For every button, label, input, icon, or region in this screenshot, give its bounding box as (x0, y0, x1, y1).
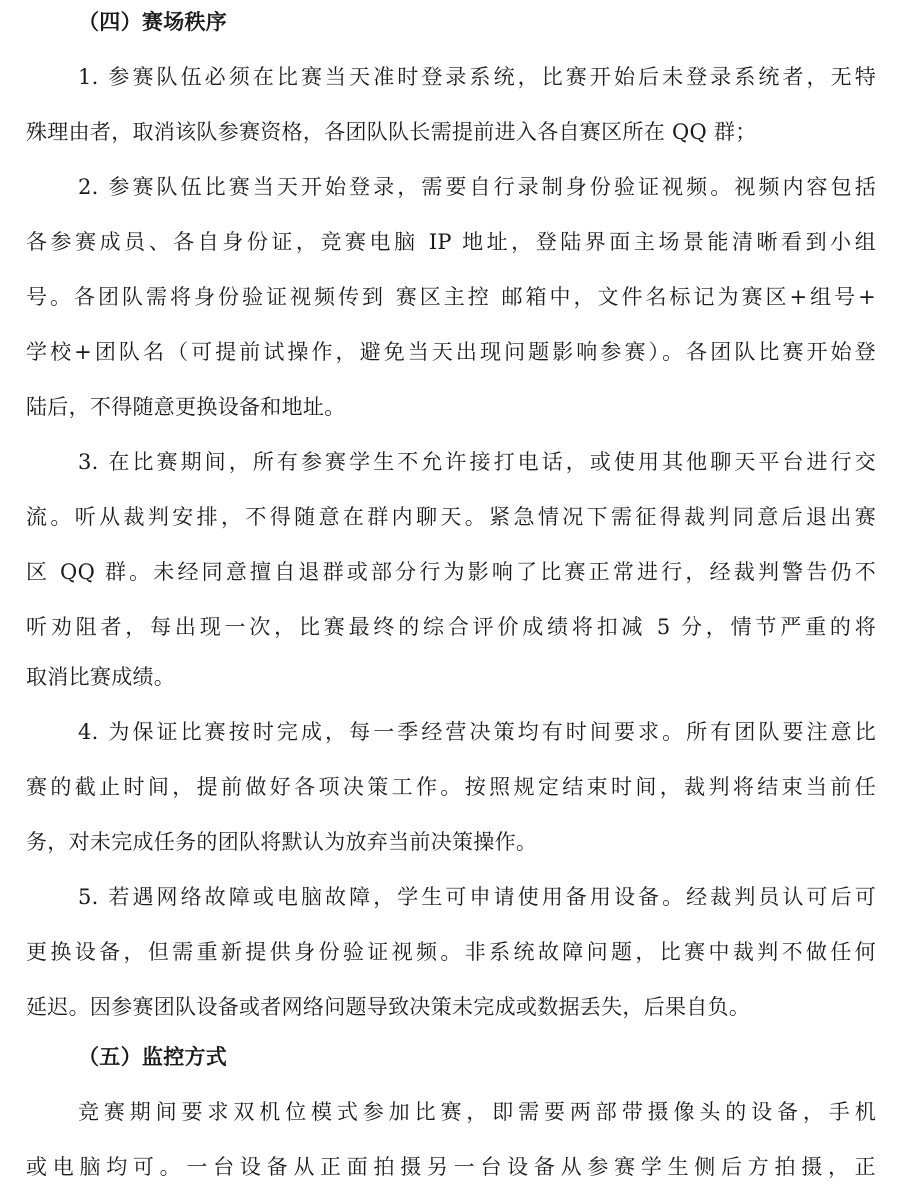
paragraph-line: 赛的截止时间，提前做好各项决策工作。按照规定结束时间，裁判将结束当前任 (26, 775, 876, 799)
paragraph-line: 听劝阻者，每出现一次，比赛最终的综合评价成绩将扣减 5 分，情节严重的将 (26, 615, 876, 639)
section-heading-4: （四）赛场秩序 (78, 9, 228, 34)
paragraph-line: 竞赛期间要求双机位模式参加比赛，即需要两部带摄像头的设备，手机 (78, 1100, 876, 1124)
paragraph-line: 延迟。因参赛团队设备或者网络问题导致决策未完成或数据丢失，后果自负。 (26, 995, 751, 1019)
paragraph-line: 1. 参赛队伍必须在比赛当天准时登录系统，比赛开始后未登录系统者，无特 (78, 65, 876, 89)
paragraph-line: 殊理由者，取消该队参赛资格，各团队队长需提前进入各自赛区所在 QQ 群； (26, 120, 757, 144)
paragraph-line: 4. 为保证比赛按时完成，每一季经营决策均有时间要求。所有团队要注意比 (78, 720, 876, 744)
paragraph-line: 3. 在比赛期间，所有参赛学生不允许接打电话，或使用其他聊天平台进行交 (78, 450, 876, 474)
paragraph-line: 更换设备，但需重新提供身份验证视频。非系统故障问题，比赛中裁判不做任何 (26, 940, 876, 964)
paragraph-line: 各参赛成员、各自身份证，竞赛电脑 IP 地址，登陆界面主场景能清晰看到小组 (26, 230, 876, 254)
paragraph-line: 区 QQ 群。未经同意擅自退群或部分行为影响了比赛正常进行，经裁判警告仍不 (26, 560, 876, 584)
paragraph-line: 流。听从裁判安排，不得随意在群内聊天。紧急情况下需征得裁判同意后退出赛 (26, 505, 876, 529)
section-heading-5: （五）监控方式 (78, 1044, 228, 1069)
paragraph-line: 或电脑均可。一台设备从正面拍摄另一台设备从参赛学生侧后方拍摄，正 (26, 1155, 876, 1179)
paragraph-line: 号。各团队需将身份验证视频传到 赛区主控 邮箱中，文件名标记为赛区+组号+ (26, 285, 876, 309)
paragraph-line: 2. 参赛队伍比赛当天开始登录，需要自行录制身份验证视频。视频内容包括 (78, 175, 876, 199)
paragraph-line: 5. 若遇网络故障或电脑故障，学生可申请使用备用设备。经裁判员认可后可 (78, 885, 876, 909)
paragraph-line: 取消比赛成绩。 (26, 665, 176, 689)
paragraph-line: 陆后，不得随意更换设备和地址。 (26, 395, 346, 419)
paragraph-line: 学校+团队名（可提前试操作，避免当天出现问题影响参赛）。各团队比赛开始登 (26, 340, 876, 364)
paragraph-line: 务，对未完成任务的团队将默认为放弃当前决策操作。 (26, 830, 538, 854)
